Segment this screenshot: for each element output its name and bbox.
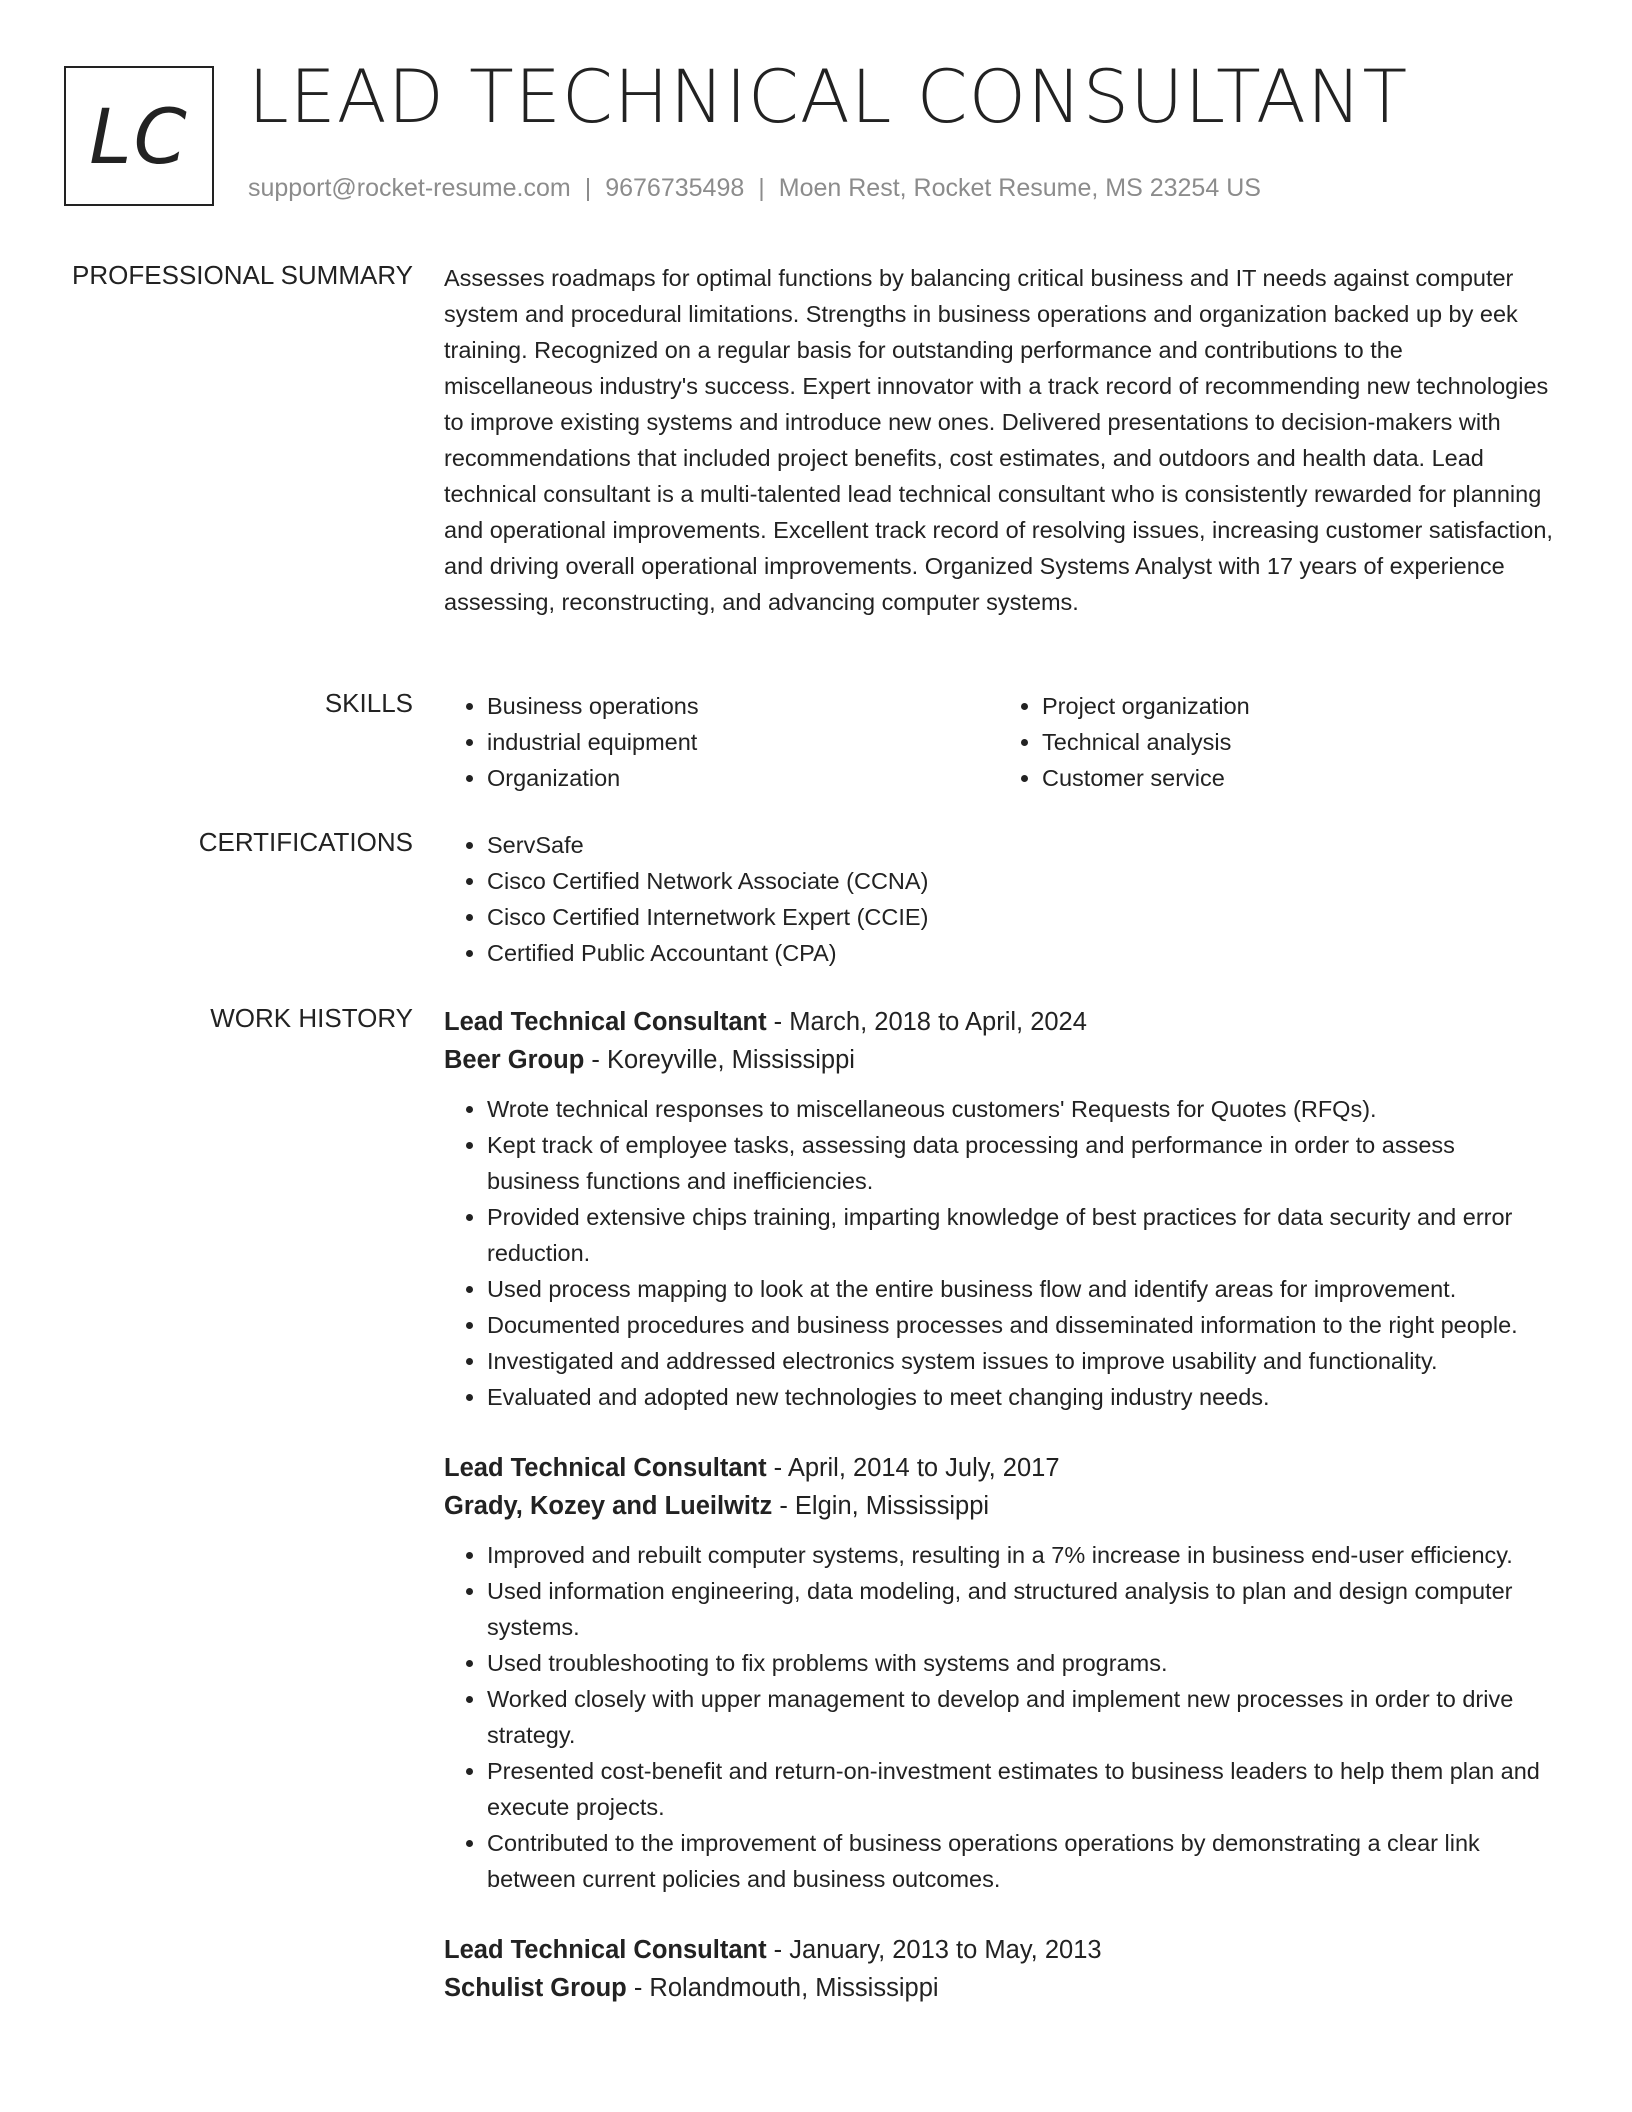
job-bullet: • Improved and rebuilt computer systems, resulting in a 7% increase in business end-user efficiency. <box>487 1537 1554 1573</box>
skill-item: • Organization <box>487 760 999 796</box>
job-dates: - March, 2018 to April, 2024 <box>766 1008 1087 1036</box>
contact-address: Moen Rest, Rocket Resume, MS 23254 US <box>778 174 1261 202</box>
job-bullet: • Provided extensive chips training, imparting knowledge of best practices for data security and error reduction. <box>487 1199 1554 1271</box>
job-role: Lead Technical Consultant <box>444 1008 767 1036</box>
job-bullet: • Worked closely with upper management to develop and implement new processes in order to drive strategy. <box>487 1681 1554 1753</box>
skill-item: • Business operations <box>487 688 999 724</box>
job-bullet: • Contributed to the improvement of business operations operations by demonstrating a clear link between current policies and business outcomes. <box>487 1825 1554 1897</box>
job-company-line <box>444 1041 1554 1079</box>
job-role-line <box>444 1931 1554 1969</box>
resume-name-title: LEAD TECHNICAL CONSULTANT <box>248 55 1409 140</box>
contact-phone[interactable]: 9676735498 <box>605 174 745 202</box>
job-bullet: • Used information engineering, data modeling, and structured analysis to plan and design computer systems. <box>487 1573 1554 1645</box>
job-bullet: • Wrote technical responses to miscellaneous customers' Requests for Quotes (RFQs). <box>487 1091 1554 1127</box>
monogram: LC <box>64 66 214 206</box>
job-location: - Rolandmouth, Mississippi <box>626 1974 939 2002</box>
job-bullet: • Used troubleshooting to fix problems with systems and programs. <box>487 1645 1554 1681</box>
job-company-line <box>444 1969 1554 2007</box>
job-location: - Koreyville, Mississippi <box>584 1046 855 1074</box>
job-bullet: • Used process mapping to look at the entire business flow and identify areas for improvement. <box>487 1271 1554 1307</box>
skills-column <box>444 688 999 796</box>
job-entry <box>444 1931 1554 2007</box>
skills-list <box>444 688 1554 796</box>
section-title: SKILLS <box>324 688 413 718</box>
skills-column <box>999 688 1554 796</box>
job-company: Grady, Kozey and Lueilwitz <box>444 1492 773 1520</box>
job-role-line <box>444 1449 1554 1487</box>
contact-separator: | <box>584 174 592 202</box>
job-location: - Elgin, Mississippi <box>772 1492 990 1520</box>
job-entry <box>444 1449 1554 1897</box>
contact-email[interactable]: support@rocket-resume.com <box>248 174 571 202</box>
job-dates: - April, 2014 to July, 2017 <box>766 1454 1060 1482</box>
certifications-list <box>444 827 1554 971</box>
job-role-line <box>444 1003 1554 1041</box>
section-title: WORK HISTORY <box>210 1003 413 1033</box>
contact-separator: | <box>758 174 765 202</box>
job-company-line <box>444 1487 1554 1525</box>
certification-item: • Certified Public Accountant (CPA) <box>487 935 1554 971</box>
job-entry <box>444 1003 1554 1415</box>
job-role: Lead Technical Consultant <box>444 1454 767 1482</box>
job-role: Lead Technical Consultant <box>444 1936 767 1964</box>
work-history-list <box>444 1003 1554 2041</box>
job-company: Beer Group <box>444 1046 585 1074</box>
job-bullet: • Documented procedures and business processes and disseminated information to the right people. <box>487 1307 1554 1343</box>
job-bullet: • Investigated and addressed electronics system issues to improve usability and functionality. <box>487 1343 1554 1379</box>
job-bullet: • Presented cost-benefit and return-on-investment estimates to business leaders to help them plan and execute projects. <box>487 1753 1554 1825</box>
certification-item: • ServSafe <box>487 827 1554 863</box>
certification-item: • Cisco Certified Network Associate (CCNA) <box>487 863 1554 899</box>
section-title: PROFESSIONAL SUMMARY <box>72 260 413 290</box>
job-bullets <box>444 1091 1554 1415</box>
job-company: Schulist Group <box>444 1974 627 2002</box>
summary-text: Assesses roadmaps for optimal functions by balancing critical business and IT needs against computer system and procedural limitations. Strengths in business operations and organization backed up by eek training. Recognized on a regular basis for outstanding performance and contributions to the miscellaneous industry's success. Expert innovator with a track record of recommending new technologies to improve existing systems and introduce new ones. Delivered presentations to decision-makers with recommendations that included project benefits, cost estimates, and outdoors and health data. Lead technical consultant is a multi-talented lead technical consultant who is consistently rewarded for planning and operational improvements. Excellent track record of resolving issues, increasing customer satisfaction, and driving overall operational improvements. Organized Systems Analyst with 17 years of experience assessing, reconstructing, and advancing computer systems. <box>444 265 1553 615</box>
contact-line <box>248 174 1261 203</box>
job-bullet: • Evaluated and adopted new technologies to meet changing industry needs. <box>487 1379 1554 1415</box>
skill-item: • Customer service <box>1042 760 1554 796</box>
job-bullets <box>444 1537 1554 1897</box>
job-dates: - January, 2013 to May, 2013 <box>766 1936 1102 1964</box>
skill-item: • Technical analysis <box>1042 724 1554 760</box>
skill-item: • industrial equipment <box>487 724 999 760</box>
skill-item: • Project organization <box>1042 688 1554 724</box>
job-bullet: • Kept track of employee tasks, assessing data processing and performance in order to assess business functions and inefficiencies. <box>487 1127 1554 1199</box>
section-title: CERTIFICATIONS <box>198 827 413 857</box>
certification-item: • Cisco Certified Internetwork Expert (CCIE) <box>487 899 1554 935</box>
